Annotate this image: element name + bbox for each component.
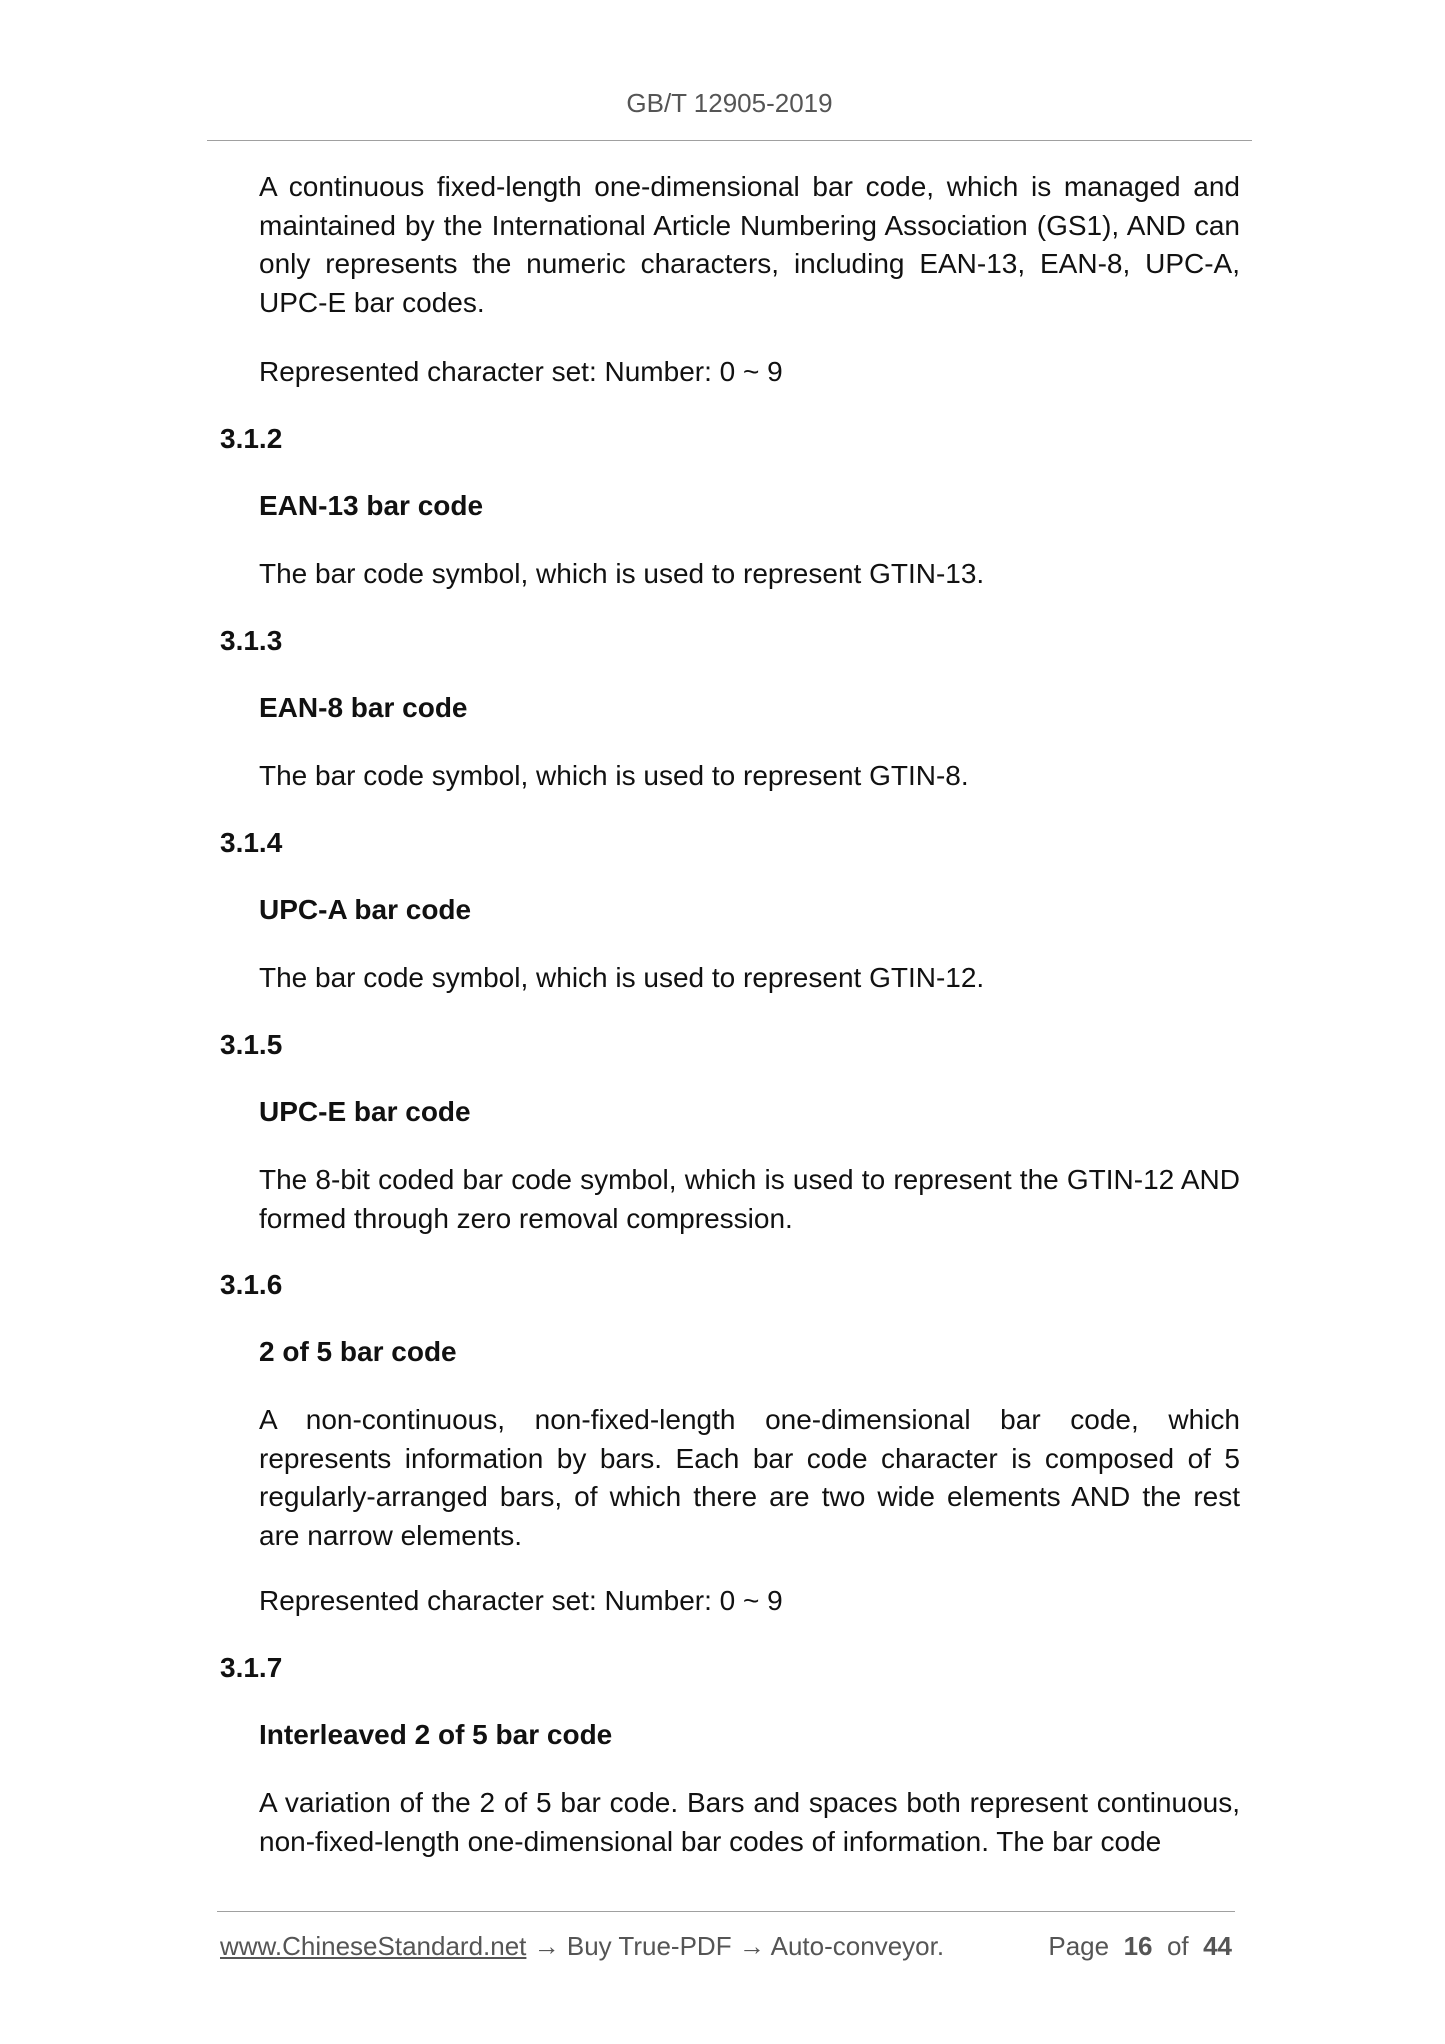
arrow-icon: → — [738, 1931, 765, 1961]
intro-charset: Represented character set: Number: 0 ~ 9 — [259, 356, 783, 387]
page-footer — [220, 1928, 1232, 1964]
clause-number: 3.1.2 — [220, 423, 283, 454]
header-divider — [207, 140, 1252, 141]
term-title: UPC-A bar code — [259, 894, 472, 925]
document-header: GB/T 12905-2019 — [626, 88, 833, 118]
term-definition: The bar code symbol, which is used to represent GTIN-12. — [259, 962, 985, 993]
site-link[interactable]: www.ChineseStandard.net — [220, 1931, 527, 1961]
term-definition: A variation of the 2 of 5 bar code. Bars and spaces both represent continuous, non-fixed-length one-dimensional bar codes of information. The bar code — [259, 1787, 1240, 1857]
page-total: 44 — [1203, 1931, 1232, 1961]
term-title: UPC-E bar code — [259, 1096, 471, 1127]
term-title: EAN-13 bar code — [259, 490, 484, 521]
page-current: 16 — [1123, 1931, 1153, 1961]
auto-conveyor-text: Auto-conveyor. — [770, 1931, 945, 1961]
of-label: of — [1166, 1931, 1189, 1961]
term-definition: The bar code symbol, which is used to represent GTIN-13. — [259, 558, 985, 589]
clause-number: 3.1.7 — [220, 1652, 283, 1683]
buy-text: Buy True-PDF — [566, 1931, 732, 1961]
intro-paragraph: A continuous fixed-length one-dimensional bar code, which is managed and maintained by the International Article Numbering Association (GS1), AND can only represents the numeric characters, including EAN-13, EAN-8, UPC-A, UPC-E bar codes. — [259, 171, 1240, 318]
term-title: 2 of 5 bar code — [259, 1336, 457, 1367]
term-definition: The bar code symbol, which is used to represent GTIN-8. — [259, 760, 969, 791]
footer-divider — [217, 1911, 1235, 1912]
clause-number: 3.1.6 — [220, 1269, 283, 1300]
clause-number: 3.1.3 — [220, 625, 283, 656]
term-title: EAN-8 bar code — [259, 692, 468, 723]
term-charset: Represented character set: Number: 0 ~ 9 — [259, 1585, 783, 1616]
clause-number: 3.1.4 — [220, 827, 283, 858]
page-indicator — [1048, 1928, 1232, 1964]
page-label: Page — [1048, 1931, 1110, 1961]
arrow-icon: → — [533, 1931, 560, 1961]
term-title: Interleaved 2 of 5 bar code — [259, 1719, 613, 1750]
term-definition: The 8-bit coded bar code symbol, which is used to represent the GTIN-12 AND formed through zero removal compression. — [259, 1164, 1240, 1234]
clause-number: 3.1.5 — [220, 1029, 283, 1060]
term-definition: A non-continuous, non-fixed-length one-dimensional bar code, which represents information by bars. Each bar code character is composed of 5 regularly-arranged bars, of which there are two wide elements AND the rest are narrow elements. — [259, 1404, 1240, 1551]
